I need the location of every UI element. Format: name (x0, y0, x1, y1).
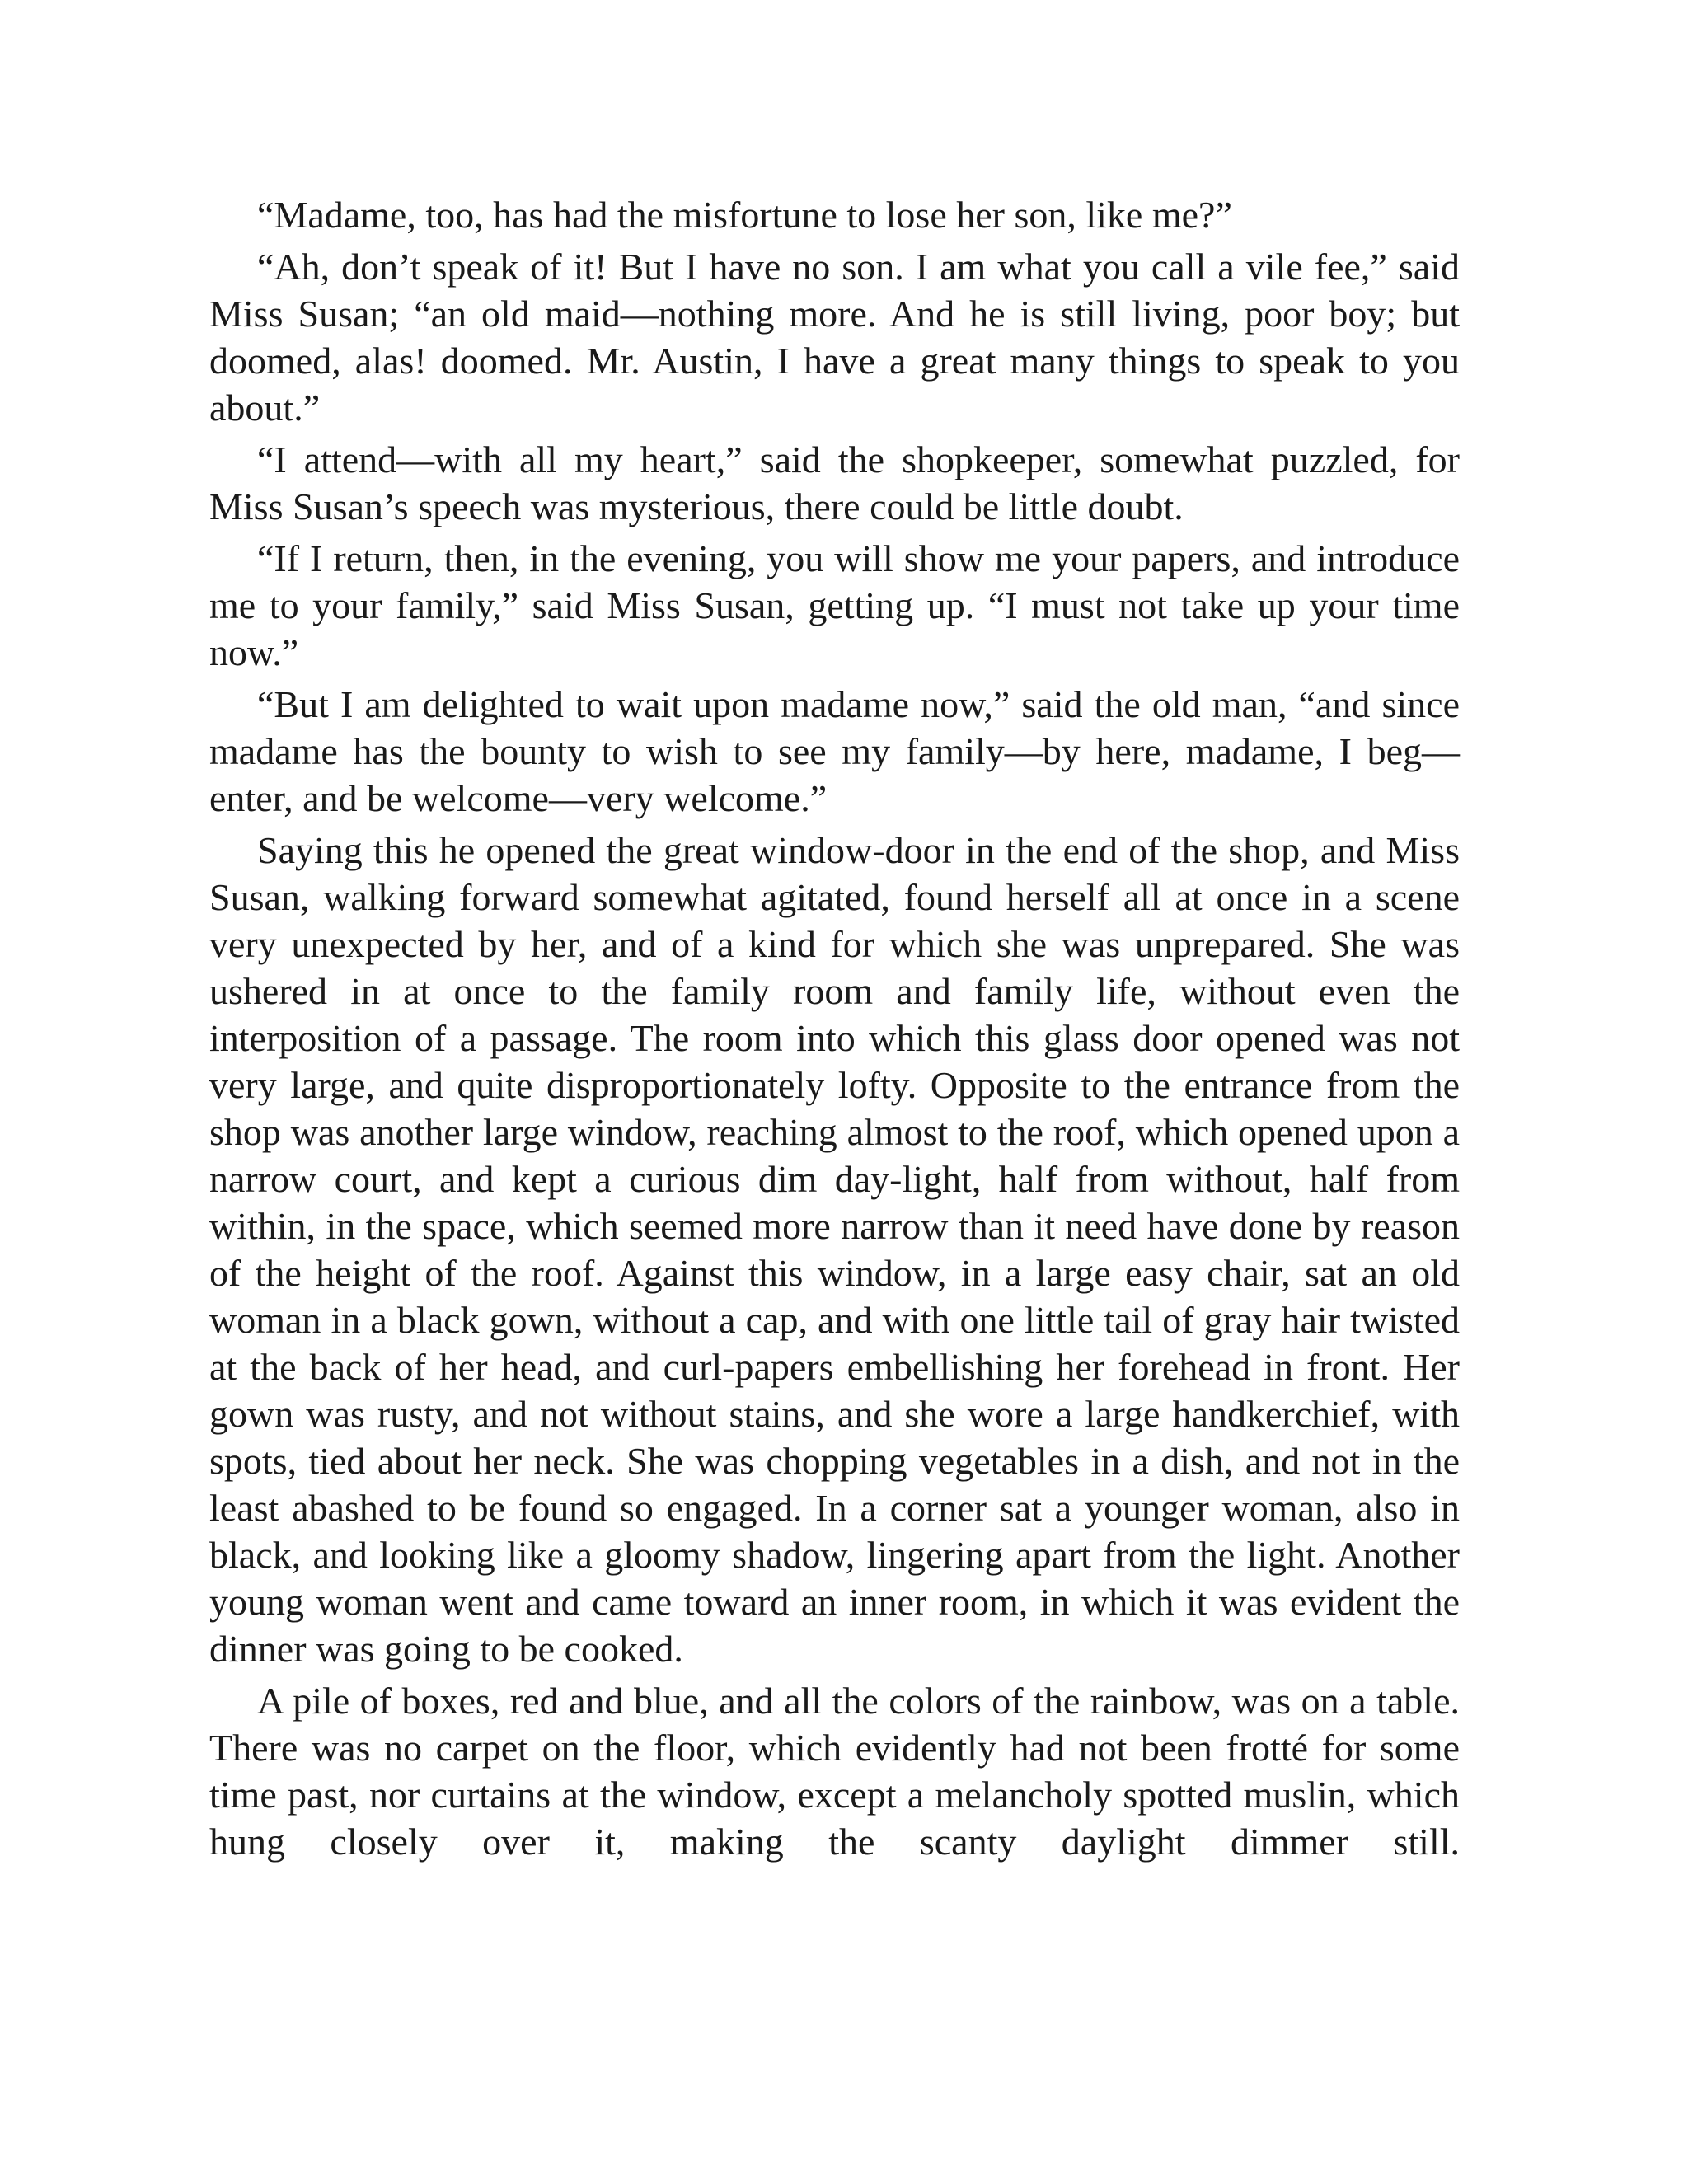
paragraph: “Ah, don’t speak of it! But I have no son. I am what you call a vile fee,” said Miss Susan; “an old maid—nothing more. And he is still living, poor boy; but doomed, alas! doomed. Mr. Austin, I have a great many things to speak to you about.” (209, 246, 1460, 429)
paragraph: “Madame, too, has had the misfortune to lose her son, like me?” (257, 194, 1232, 236)
paragraph: “But I am delighted to wait upon madame now,” said the old man, “and since madame has the bounty to wish to see my family—by here, madame, I beg—enter, and be welcome—very welcome.” (209, 683, 1460, 819)
page-body (209, 191, 1460, 1870)
paragraph: “If I return, then, in the evening, you will show me your papers, and introduce me to your family,” said Miss Susan, getting up. “I must not take up your time now.” (209, 537, 1460, 673)
paragraph: “I attend—with all my heart,” said the shopkeeper, somewhat puzzled, for Miss Susan’s speech was mysterious, there could be little doubt. (209, 438, 1460, 527)
paragraph: Saying this he opened the great window-door in the end of the shop, and Miss Susan, walking forward somewhat agitated, found herself all at once in a scene very unexpected by her, and of a kind for which she was unprepared. She was ushered in at once to the family room and family life, without even the interposition of a passage. The room into which this glass door opened was not very large, and quite disproportionately lofty. Opposite to the entrance from the shop was another large window, reaching almost to the roof, which opened upon a narrow court, and kept a curious dim day-light, half from without, half from within, in the space, which seemed more narrow than it need have done by reason of the height of the roof. Against this window, in a large easy chair, sat an old woman in a black gown, without a cap, and with one little tail of gray hair twisted at the back of her head, and curl-papers embellishing her forehead in front. Her gown was rusty, and not without stains, and she wore a large handkerchief, with spots, tied about her neck. She was chopping vegetables in a dish, and not in the least abashed to be found so engaged. In a corner sat a younger woman, also in black, and looking like a gloomy shadow, lingering apart from the light. Another young woman went and came toward an inner room, in which it was evident the dinner was going to be cooked. (209, 829, 1460, 1670)
paragraph: A pile of boxes, red and blue, and all the colors of the rainbow, was on a table. There was no carpet on the floor, which evidently had not been frotté for some time past, nor curtains at the window, except a melancholy spotted muslin, which hung closely over it, making the scanty daylight dimmer still. (209, 1680, 1460, 1863)
